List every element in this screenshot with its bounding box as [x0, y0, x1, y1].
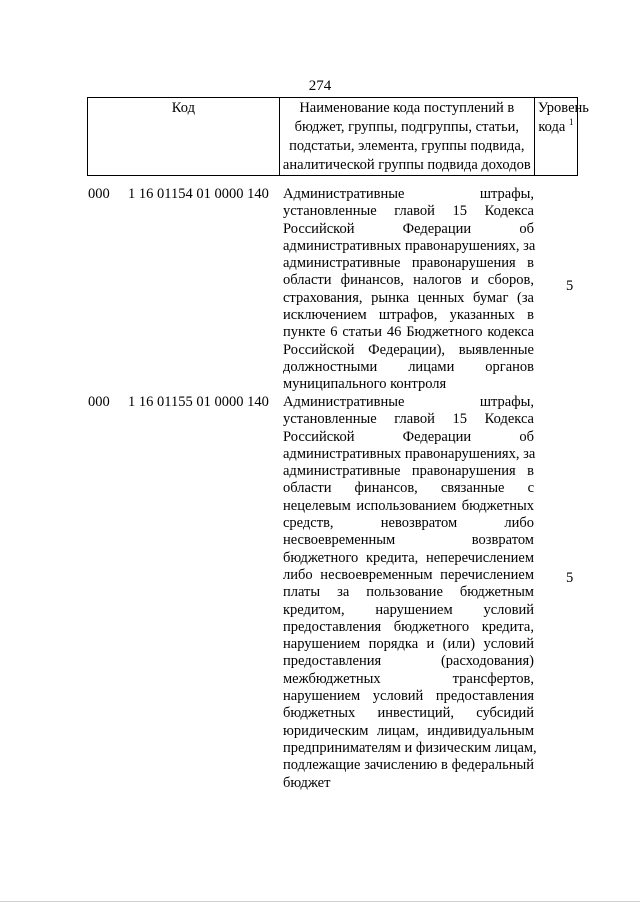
description-line: несвоевременным возвратом [283, 532, 534, 549]
header-name-line: бюджет, группы, подгруппы, статьи, [294, 119, 520, 135]
header-level-line1: Уровень [537, 100, 589, 116]
description-line: нецелевым использованием бюджетных [283, 497, 534, 514]
description-line: Административные штрафы, [283, 186, 534, 202]
description-line: Административные штрафы, [283, 394, 534, 410]
description-line: бюджетного кредита, неперечислением [283, 549, 534, 566]
description-line: области финансов, налогов и сборов, [283, 272, 534, 289]
entry-description [283, 394, 537, 792]
admin-code: 000 [88, 186, 110, 202]
description-line: административных правонарушениях, за [283, 237, 536, 254]
description-line: предпринимателям и физическим лицам, [283, 739, 537, 756]
page-edge-divider [0, 901, 640, 902]
entry-description [283, 186, 534, 394]
header-level-cell [534, 98, 589, 176]
header-name-line: подстатьи, элемента, группы подвида, [289, 138, 525, 154]
description-line: бюджетных инвестиций, субсидий [283, 705, 534, 722]
description-line: Российской Федерации об [283, 220, 534, 237]
admin-code: 000 [88, 394, 110, 410]
header-level-line2 [538, 118, 574, 137]
description-line: либо несвоевременным перечислением [283, 566, 534, 583]
description-line: административные правонарушения в [283, 463, 534, 480]
description-line: исключением штрафов, указанных в [283, 307, 534, 324]
description-line: подлежащие зачислению в федеральный [283, 757, 534, 774]
description-line: установленные главой 15 Кодекса [283, 203, 534, 220]
kbk-code: 1 16 01155 01 0000 140 [128, 394, 269, 410]
description-line: должностными лицами органов [283, 358, 534, 375]
description-line: Российской Федерации об [283, 428, 534, 445]
description-line: области финансов, связанные с [283, 480, 534, 497]
code-level: 5 [566, 570, 574, 586]
description-line: муниципального контроля [283, 376, 447, 393]
footnote-marker: 1 [568, 117, 574, 128]
header-code-cell [88, 98, 280, 176]
description-line: установленные главой 15 Кодекса [283, 411, 534, 428]
description-line: предоставления бюджетного кредита, [283, 618, 534, 635]
description-line: бюджет [283, 774, 331, 791]
description-line: административные правонарушения в [283, 255, 534, 272]
description-line: платы за пользование бюджетным [283, 584, 534, 601]
code-level: 5 [566, 278, 574, 294]
table-header [87, 97, 589, 176]
description-line: страхования, рынка ценных бумаг (за [283, 289, 534, 306]
description-line: кредитом, нарушением условий [283, 601, 534, 618]
kbk-code: 1 16 01154 01 0000 140 [128, 186, 269, 202]
header-name-line: Наименование кода поступлений в [299, 100, 515, 116]
description-line: предоставления (расходования) [283, 653, 534, 670]
description-line: средств, невозвратом либо [283, 515, 534, 532]
description-line: нарушением условий предоставления [283, 688, 534, 705]
description-line: пункте 6 статьи 46 Бюджетного кодекса [283, 324, 534, 341]
page-number: 274 [308, 78, 332, 94]
header-name-cell [279, 98, 534, 176]
header-name-line: аналитической группы подвида доходов [282, 157, 531, 173]
description-line: Российской Федерации), выявленные [283, 341, 534, 358]
description-line: нарушением порядка и (или) условий [283, 636, 534, 653]
description-line: межбюджетных трансфертов, [283, 670, 534, 687]
description-line: административных правонарушениях, за [283, 445, 536, 462]
header-code-label: Код [171, 100, 195, 116]
header-level-label: кода [538, 119, 566, 135]
description-line: юридическим лицам, индивидуальным [283, 722, 534, 739]
